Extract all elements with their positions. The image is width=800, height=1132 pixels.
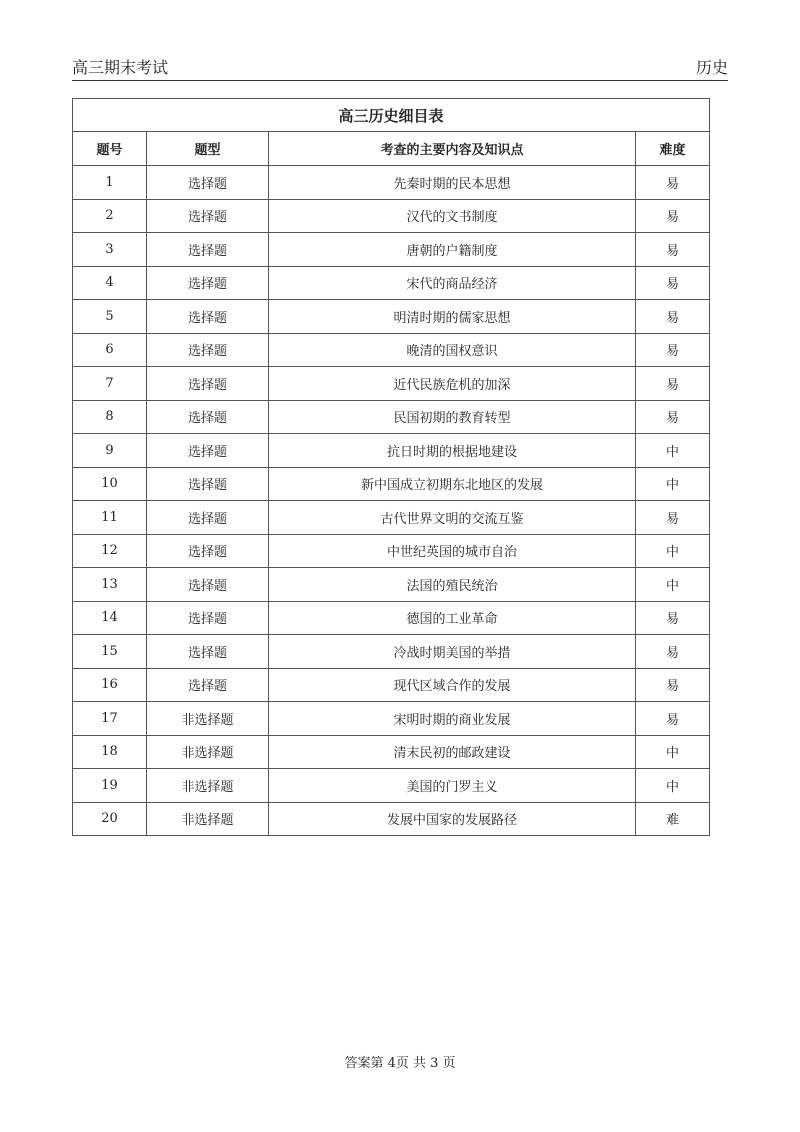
cell-difficulty: 中 bbox=[636, 534, 710, 568]
table-header-row bbox=[73, 132, 710, 166]
cell-content: 抗日时期的根据地建设 bbox=[269, 434, 636, 468]
header-subject: 历史 bbox=[695, 58, 728, 77]
cell-difficulty: 易 bbox=[636, 199, 710, 233]
cell-content: 法国的殖民统治 bbox=[269, 568, 636, 602]
cell-number: 1 bbox=[73, 166, 147, 200]
table-row bbox=[73, 568, 710, 602]
cell-content: 中世纪英国的城市自治 bbox=[269, 534, 636, 568]
header-exam-title: 高三期末考试 bbox=[72, 58, 169, 77]
cell-type: 选择题 bbox=[147, 300, 269, 334]
page-header bbox=[72, 58, 728, 81]
cell-type: 选择题 bbox=[147, 367, 269, 401]
cell-content: 新中国成立初期东北地区的发展 bbox=[269, 467, 636, 501]
cell-type: 非选择题 bbox=[147, 702, 269, 736]
cell-type: 选择题 bbox=[147, 501, 269, 535]
cell-difficulty: 中 bbox=[636, 467, 710, 501]
cell-content: 清末民初的邮政建设 bbox=[269, 735, 636, 769]
table-row bbox=[73, 166, 710, 200]
column-header-type: 题型 bbox=[147, 132, 269, 166]
cell-content: 德国的工业革命 bbox=[269, 601, 636, 635]
cell-difficulty: 易 bbox=[636, 635, 710, 669]
cell-number: 11 bbox=[73, 501, 147, 535]
cell-content: 发展中国家的发展路径 bbox=[269, 802, 636, 836]
cell-number: 10 bbox=[73, 467, 147, 501]
cell-type: 选择题 bbox=[147, 266, 269, 300]
cell-difficulty: 易 bbox=[636, 601, 710, 635]
page-footer: 答案第 4页 共 3 页 bbox=[344, 1056, 456, 1071]
cell-difficulty: 中 bbox=[636, 434, 710, 468]
table-row bbox=[73, 367, 710, 401]
table-row bbox=[73, 467, 710, 501]
cell-type: 选择题 bbox=[147, 400, 269, 434]
table-title: 高三历史细目表 bbox=[73, 99, 710, 132]
cell-number: 3 bbox=[73, 233, 147, 267]
table-row bbox=[73, 534, 710, 568]
cell-difficulty: 易 bbox=[636, 300, 710, 334]
cell-difficulty: 易 bbox=[636, 400, 710, 434]
cell-number: 18 bbox=[73, 735, 147, 769]
cell-type: 选择题 bbox=[147, 467, 269, 501]
cell-type: 选择题 bbox=[147, 668, 269, 702]
table-row bbox=[73, 333, 710, 367]
cell-number: 5 bbox=[73, 300, 147, 334]
table-row bbox=[73, 434, 710, 468]
spec-table bbox=[72, 98, 710, 836]
cell-content: 汉代的文书制度 bbox=[269, 199, 636, 233]
column-header-difficulty: 难度 bbox=[636, 132, 710, 166]
cell-content: 近代民族危机的加深 bbox=[269, 367, 636, 401]
cell-number: 7 bbox=[73, 367, 147, 401]
cell-type: 选择题 bbox=[147, 333, 269, 367]
cell-type: 非选择题 bbox=[147, 735, 269, 769]
cell-number: 14 bbox=[73, 601, 147, 635]
cell-difficulty: 易 bbox=[636, 668, 710, 702]
cell-type: 选择题 bbox=[147, 601, 269, 635]
table-row bbox=[73, 802, 710, 836]
cell-content: 明清时期的儒家思想 bbox=[269, 300, 636, 334]
cell-difficulty: 易 bbox=[636, 333, 710, 367]
cell-type: 选择题 bbox=[147, 434, 269, 468]
cell-type: 选择题 bbox=[147, 166, 269, 200]
cell-number: 16 bbox=[73, 668, 147, 702]
column-header-content: 考查的主要内容及知识点 bbox=[269, 132, 636, 166]
cell-type: 选择题 bbox=[147, 568, 269, 602]
cell-content: 美国的门罗主义 bbox=[269, 769, 636, 803]
cell-difficulty: 难 bbox=[636, 802, 710, 836]
cell-content: 唐朝的户籍制度 bbox=[269, 233, 636, 267]
table-row bbox=[73, 501, 710, 535]
cell-content: 现代区域合作的发展 bbox=[269, 668, 636, 702]
cell-number: 8 bbox=[73, 400, 147, 434]
cell-number: 9 bbox=[73, 434, 147, 468]
cell-content: 宋代的商品经济 bbox=[269, 266, 636, 300]
cell-difficulty: 易 bbox=[636, 702, 710, 736]
table-title-row bbox=[73, 99, 710, 132]
cell-type: 选择题 bbox=[147, 199, 269, 233]
cell-content: 宋明时期的商业发展 bbox=[269, 702, 636, 736]
table-row bbox=[73, 635, 710, 669]
cell-number: 19 bbox=[73, 769, 147, 803]
cell-number: 12 bbox=[73, 534, 147, 568]
cell-type: 选择题 bbox=[147, 233, 269, 267]
table-row bbox=[73, 300, 710, 334]
cell-difficulty: 中 bbox=[636, 568, 710, 602]
cell-number: 6 bbox=[73, 333, 147, 367]
column-header-number: 题号 bbox=[73, 132, 147, 166]
cell-type: 非选择题 bbox=[147, 802, 269, 836]
table-row bbox=[73, 233, 710, 267]
cell-number: 20 bbox=[73, 802, 147, 836]
cell-difficulty: 中 bbox=[636, 735, 710, 769]
cell-content: 晚清的国权意识 bbox=[269, 333, 636, 367]
cell-content: 古代世界文明的交流互鉴 bbox=[269, 501, 636, 535]
cell-difficulty: 易 bbox=[636, 266, 710, 300]
cell-difficulty: 易 bbox=[636, 166, 710, 200]
table-row bbox=[73, 735, 710, 769]
table-row bbox=[73, 266, 710, 300]
cell-number: 15 bbox=[73, 635, 147, 669]
table-row bbox=[73, 199, 710, 233]
cell-number: 13 bbox=[73, 568, 147, 602]
cell-content: 冷战时期美国的举措 bbox=[269, 635, 636, 669]
cell-number: 4 bbox=[73, 266, 147, 300]
table-row bbox=[73, 668, 710, 702]
cell-number: 17 bbox=[73, 702, 147, 736]
table-row bbox=[73, 702, 710, 736]
cell-difficulty: 易 bbox=[636, 501, 710, 535]
cell-difficulty: 中 bbox=[636, 769, 710, 803]
cell-difficulty: 易 bbox=[636, 367, 710, 401]
cell-number: 2 bbox=[73, 199, 147, 233]
table-row bbox=[73, 400, 710, 434]
cell-type: 选择题 bbox=[147, 534, 269, 568]
cell-type: 非选择题 bbox=[147, 769, 269, 803]
cell-difficulty: 易 bbox=[636, 233, 710, 267]
table-row bbox=[73, 769, 710, 803]
cell-content: 先秦时期的民本思想 bbox=[269, 166, 636, 200]
table-row bbox=[73, 601, 710, 635]
cell-type: 选择题 bbox=[147, 635, 269, 669]
cell-content: 民国初期的教育转型 bbox=[269, 400, 636, 434]
